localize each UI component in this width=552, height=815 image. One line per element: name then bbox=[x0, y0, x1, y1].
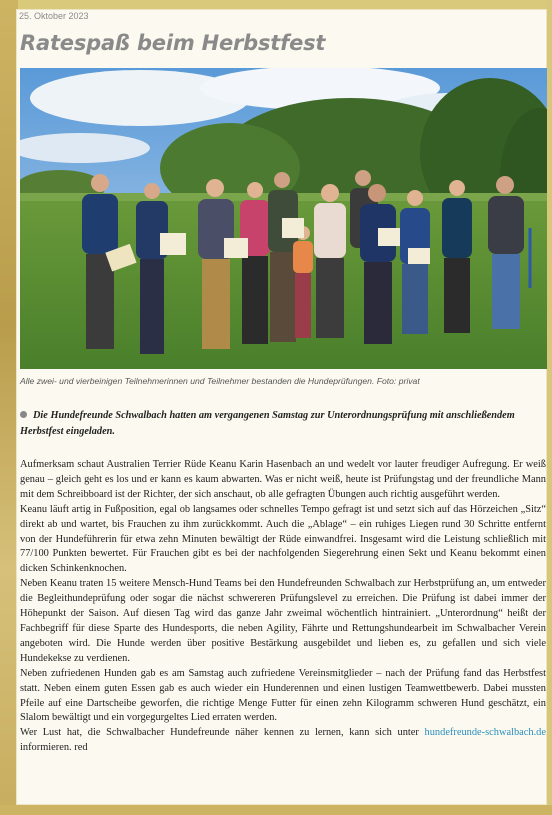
body-paragraph: Neben zufriedenen Hunden gab es am Samstag auch zufriedene Vereinsmitglieder – nach der Prüfung fand das Herbstfest statt. Neben einem guten Essen gab es auch wieder ein Hunderennen und einen lustigen Teamwettbewerb. Dabei mussten Pfeile auf eine Dartscheibe geworfen, die richtige Menge Futter für einen zehn Kilogramm schweren Hund geschätzt, ein Slalom bewältigt und ein vorgegurgeltes Lied erraten werden. bbox=[20, 667, 546, 724]
photo-caption: Alle zwei- und vierbeinigen Teilnehmerinnen und Teilnehmer bestanden die Hundeprüfungen. Foto: privat bbox=[20, 376, 420, 386]
closing-text-before: Wer Lust hat, die Schwalbacher Hundefreunde näher kennen zu lernen, kann sich unter bbox=[20, 727, 419, 739]
article-title: Ratespaß beim Herbstfest bbox=[20, 31, 326, 55]
lead-text: Die Hundefreunde Schwalbach hatten am vergangenen Samstag zur Unterordnungsprüfung mit anschließendem Herbstfest eingeladen. bbox=[20, 410, 515, 437]
closing-text-after: informieren. red bbox=[20, 742, 88, 754]
bullet-dot-icon bbox=[20, 411, 27, 418]
body-paragraph: Neben Keanu traten 15 weitere Mensch-Hund Teams bei den Hundefreunden Schwalbach zur Herbstprüfung an, um entweder die Begleithundeprüfung oder sogar die nächst schwereren Prüfungslevel zu erreichen. Die Prüfung ist dabei immer der Höhepunkt der Saison. Auf diesen Tag wird das ganze Jahr zweimal wöchentlich hintrainiert. „Unterordnung“ heißt der Fachbegriff für diese Sparte des Hundesports, die neben Agility, Fährte und Rettungshundearbeit im Schwalbacher Verein angeboten wird. Die Hunde werden über positive Bestärkung ausgebildet und lieben es, zu gefallen und sich viele Hundekekse zu verdienen. bbox=[20, 578, 546, 664]
body-paragraph: Keanu läuft artig in Fußposition, egal ob langsames oder schnelles Tempo gefragt ist und setzt sich auf das Hörzeichen „Sitz“ direkt ab und wartet, bis Frauchen zu ihm zurückkommt. Auch die „Ablage“ – ein ruhiges Liegen rund 30 Schritte entfernt von der Hundeführerin für etwa zehn Minuten bewältigt der Rüde einwandfrei. Insgesamt wird die Leistung schließlich mit 77/100 Punkten bewertet. Für Frauchen gibt es bei der nachfolgenden Siegerehrung einen Sekt und Keanu bekommt einen dicken Schinkenknochen. bbox=[20, 503, 546, 575]
article-body bbox=[20, 458, 546, 756]
article-photo bbox=[20, 68, 547, 369]
closing-paragraph bbox=[20, 726, 546, 756]
club-website-link[interactable]: hundefreunde-schwalbach.de bbox=[424, 727, 546, 739]
article-lead bbox=[20, 408, 542, 439]
background-bottom-strip bbox=[0, 805, 552, 815]
body-paragraph: Aufmerksam schaut Australien Terrier Rüde Keanu Karin Hasenbach an und wedelt vor lauter freudiger Aufregung. Er weiß genau – gleich geht es los und er kann es kaum abwarten. Was er nicht weiß, heute ist Prüfungstag und der freundliche Mann mit dem Schreibboard ist der Richter, der sich anschaut, ob alle gefragten Übungen auch richtig ausgeführt werden. bbox=[20, 459, 546, 500]
article-date: 25. Oktober 2023 bbox=[19, 11, 89, 21]
